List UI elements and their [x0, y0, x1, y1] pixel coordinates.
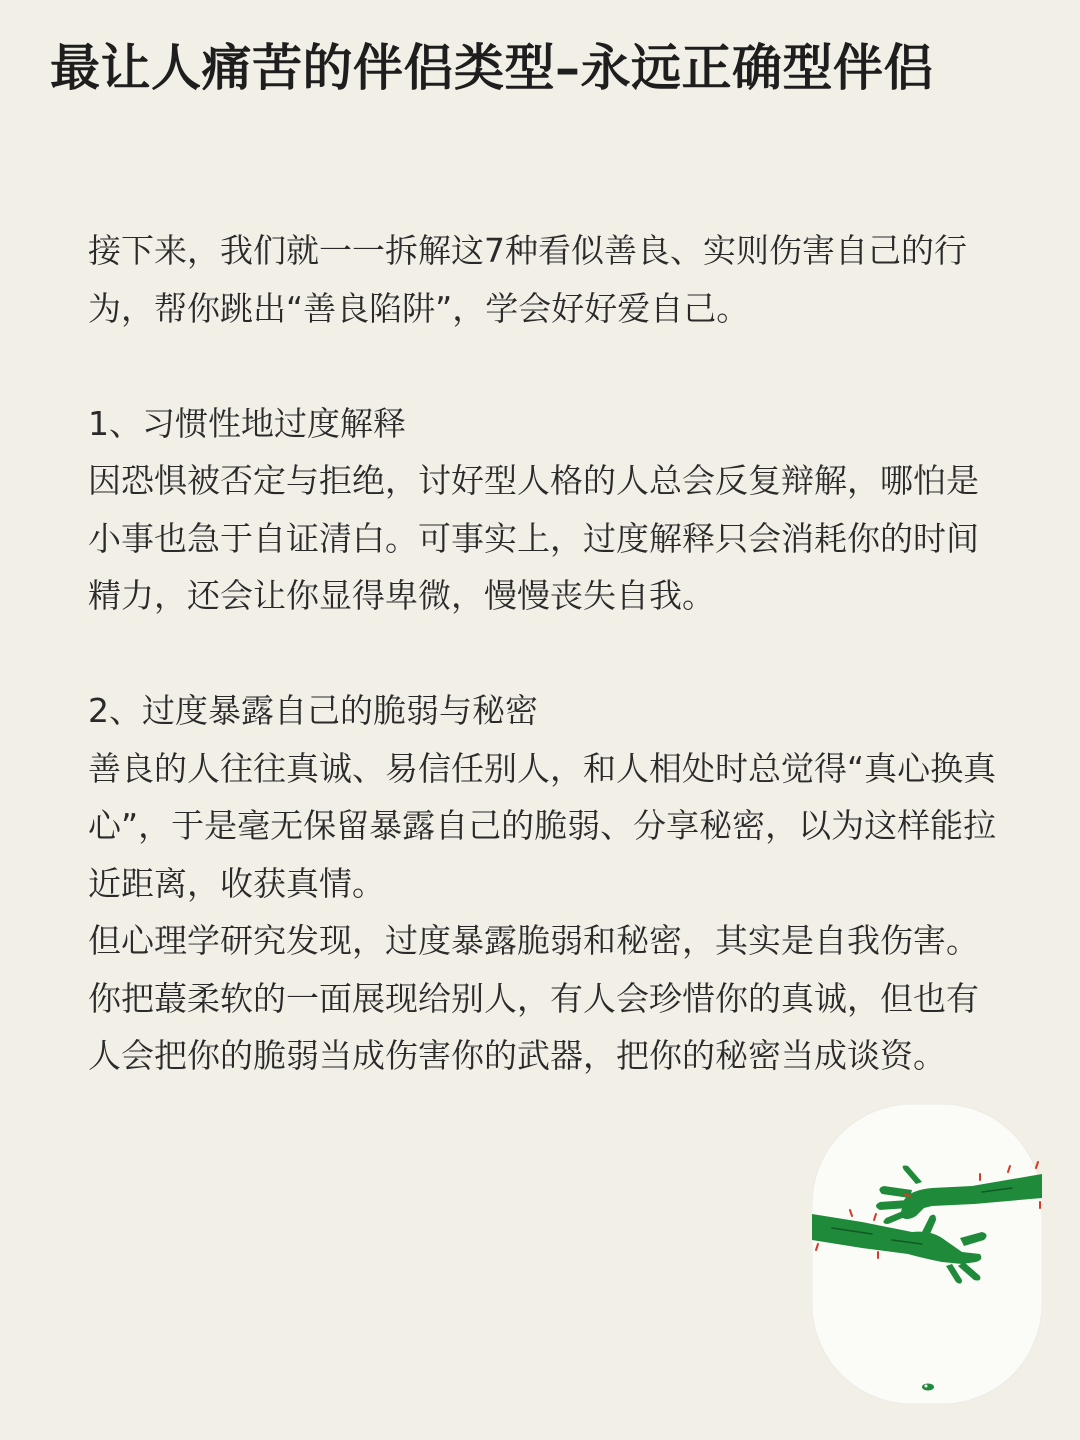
section-2-paragraph-1: 善良的人往往真诚、易信任别人，和人相处时总觉得“真心换真心”，于是毫无保留暴露自己的脆弱、分享秘密，以为这样能拉近距离，收获真情。 — [88, 748, 997, 903]
page-title: 最让人痛苦的伴侣类型–永远正确型伴侣 — [50, 38, 934, 97]
spacer — [88, 625, 1000, 683]
section-2-paragraph-2: 但心理学研究发现，过度暴露脆弱和秘密，其实是自我伤害。你把蕞柔软的一面展现给别人，有人会珍惜你的真诚，但也有人会把你的脆弱当成伤害你的武器，把你的秘密当成谈资。 — [88, 921, 979, 1075]
cactus-hug-icon — [812, 1104, 1042, 1404]
section-heading-2: 2、过度暴露自己的脆弱与秘密 — [88, 691, 538, 730]
article-body — [88, 222, 1000, 1085]
spacer — [88, 337, 1000, 395]
section-heading-1: 1、习惯性地过度解释 — [88, 403, 406, 443]
section-1-paragraph: 因恐惧被否定与拒绝，讨好型人格的人总会反复辩解，哪怕是小事也急于自证清白。可事实上，过度解释只会消耗你的时间精力，还会让你显得卑微，慢慢丧失自我。 — [88, 461, 979, 615]
intro-paragraph: 接下来，我们就一一拆解这7种看似善良、实则伤害自己的行为，帮你跳出“善良陷阱”，学会好好爱自己。 — [88, 231, 967, 328]
